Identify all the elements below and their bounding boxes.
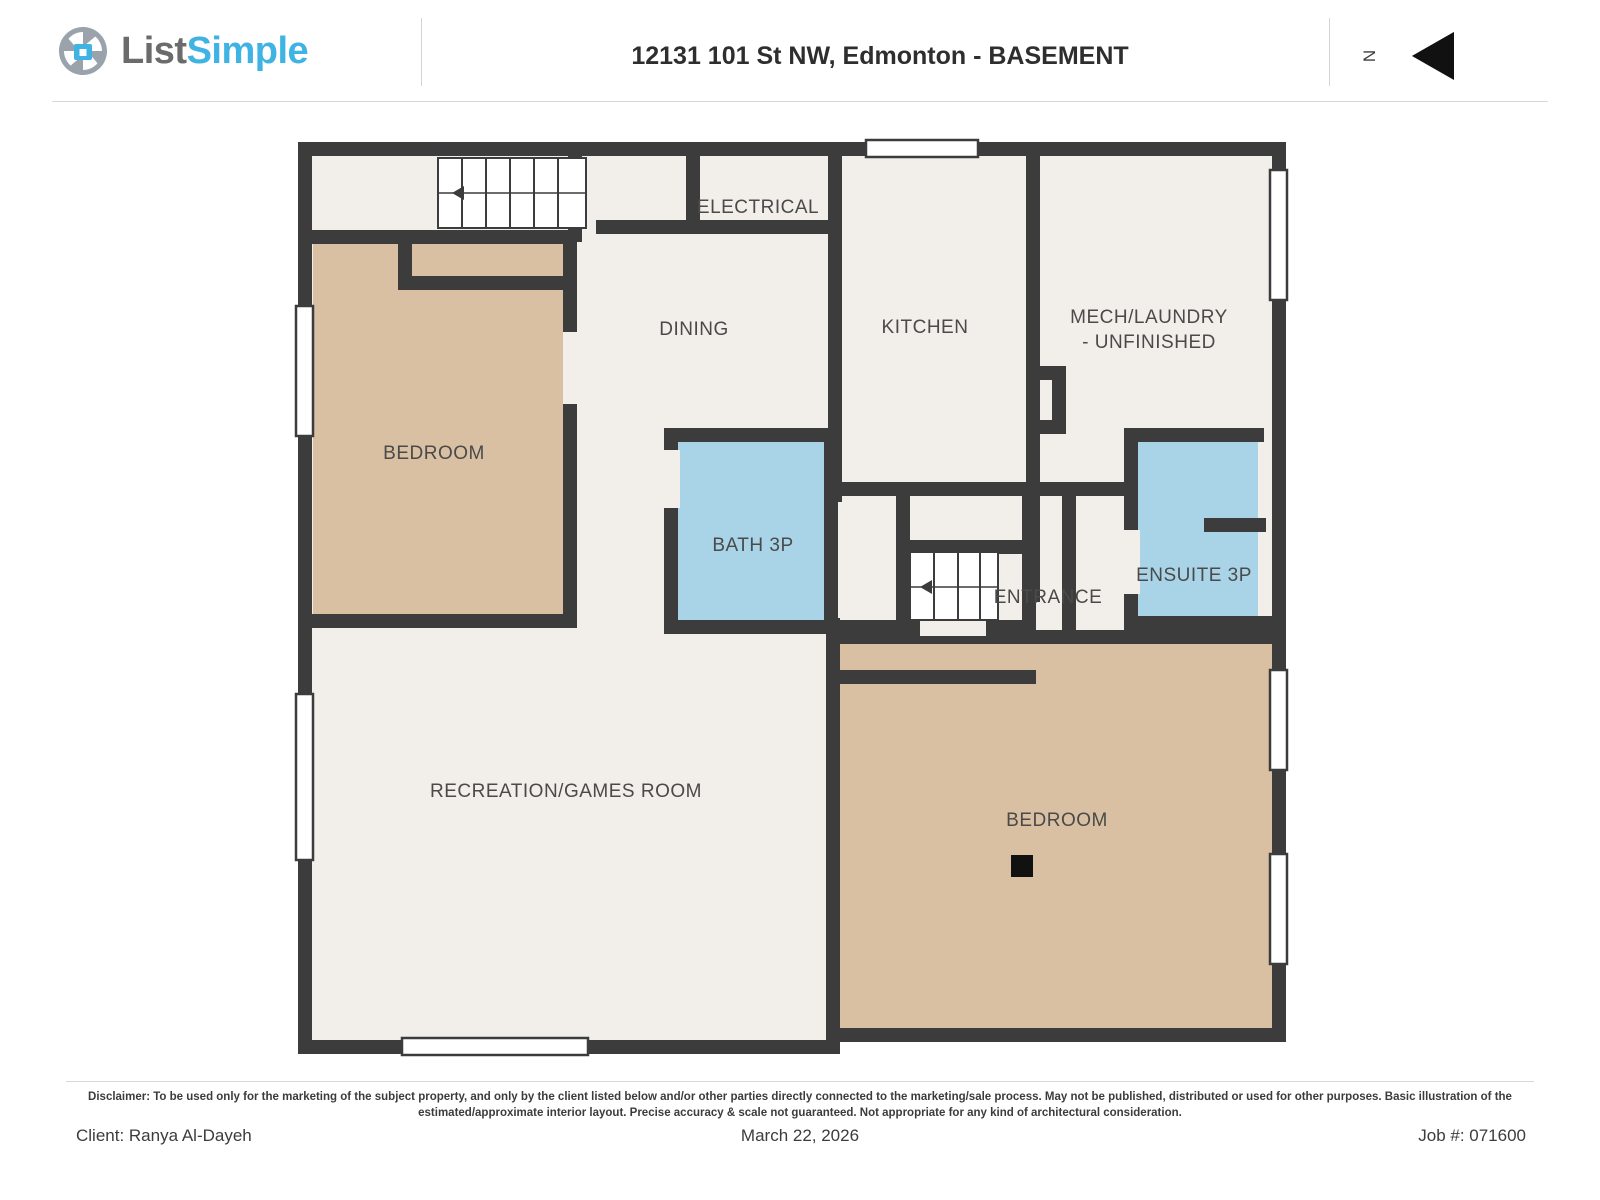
room-label-entrance: ENTRANCE <box>993 587 1103 608</box>
stair-lower <box>910 552 998 620</box>
page-title: 12131 101 St NW, Edmonton - BASEMENT <box>631 42 1129 70</box>
brand-word-simple: Simple <box>186 30 309 72</box>
room-label-bath-3p: BATH 3P <box>712 535 794 556</box>
room-label-bedroom-se: BEDROOM <box>1006 810 1108 831</box>
room-label-bedroom-nw: BEDROOM <box>383 443 485 464</box>
compass-rose <box>1350 28 1490 84</box>
brand-logo[interactable] <box>57 22 397 80</box>
brand-word-list: List <box>121 30 187 72</box>
page-header <box>0 0 1600 102</box>
floorplan-canvas <box>0 110 1600 1070</box>
footer-job-number: Job #: 071600 <box>1418 1126 1526 1145</box>
room-label-kitchen: KITCHEN <box>881 317 969 338</box>
header-divider-left <box>421 18 422 86</box>
disclaimer-text: Disclaimer: To be used only for the marketing of the subject property, and only by the client listed below and/or other parties directly connected to the marketing/sale process. May not be published, distributed or used for other purposes. Basic illustration of the estimated/approximate interior layout. Precise accuracy & scale not guaranteed. Not appropriate for any kind of architectural consideration. <box>88 1091 1512 1119</box>
stair-upper <box>438 158 586 228</box>
room-label-recreation-games-room: RECREATION/GAMES ROOM <box>430 781 702 802</box>
floor-drain-marker <box>1011 855 1033 877</box>
header-rule <box>52 101 1548 102</box>
brand-wordmark <box>121 32 308 70</box>
room-label-ensuite-3p: ENSUITE 3P <box>1136 565 1252 586</box>
compass-north-label: N <box>1360 49 1380 63</box>
room-label-mech-laundry: MECH/LAUNDRY - UNFINISHED <box>1070 307 1228 353</box>
footer-rule <box>66 1081 1534 1082</box>
listsimple-logo-icon <box>57 25 109 77</box>
room-label-dining: DINING <box>659 319 729 340</box>
header-divider-right <box>1329 18 1330 86</box>
footer-date: March 22, 2026 <box>740 1126 860 1145</box>
footer-meta-row <box>66 1126 1534 1156</box>
room-label-electrical: ELECTRICAL <box>696 197 820 218</box>
floorplan-svg <box>0 110 1600 1070</box>
north-arrow-icon <box>1392 30 1472 87</box>
footer-client: Client: Ranya Al-Dayeh <box>76 1126 252 1145</box>
